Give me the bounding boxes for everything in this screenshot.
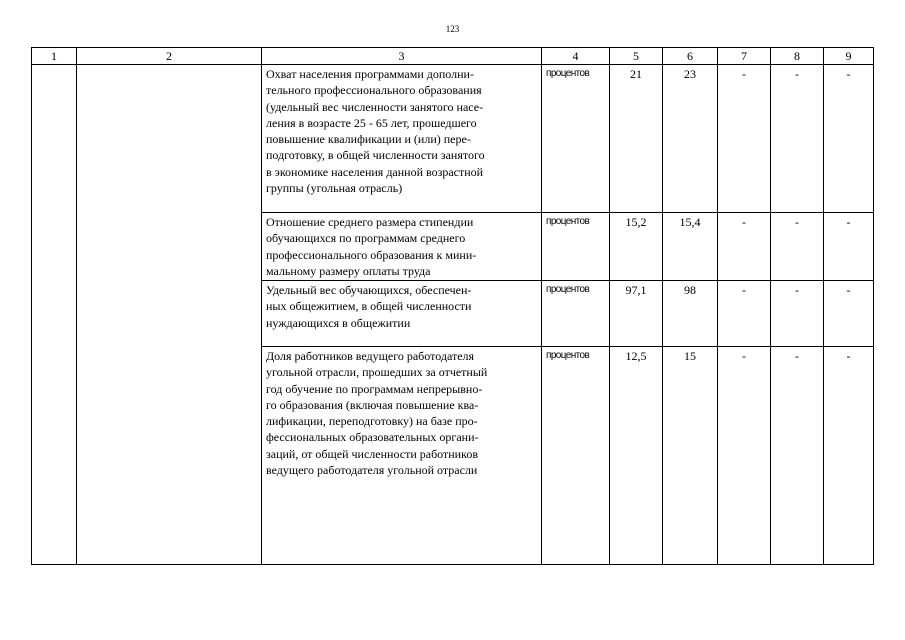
value-col-8: - — [771, 281, 824, 347]
header-col-6: 6 — [663, 48, 718, 65]
value-col-7: - — [718, 347, 771, 565]
cell-col-2 — [77, 213, 262, 281]
value-col-6: 15 — [663, 347, 718, 565]
value-col-9: - — [824, 65, 874, 213]
table-row — [32, 65, 874, 213]
value-col-9: - — [824, 281, 874, 347]
cell-col-1 — [32, 213, 77, 281]
indicator-line: в экономике населения данной возрастной — [266, 164, 484, 179]
unit-cell: процентов — [542, 347, 610, 565]
cell-col-2 — [77, 65, 262, 213]
indicator-line: го образования (включая повышение ква- — [266, 397, 479, 412]
cell-col-1 — [32, 347, 77, 565]
cell-col-1 — [32, 281, 77, 347]
indicator-line: лификации, переподготовку) на базе про- — [266, 414, 478, 429]
indicator-line: ных общежитием, в общей численности — [266, 299, 472, 314]
unit-cell: процентов — [542, 213, 610, 281]
value-col-6: 98 — [663, 281, 718, 347]
indicator-line: (удельный вес численности занятого насе- — [266, 99, 484, 114]
header-col-9: 9 — [824, 48, 874, 65]
value-col-8: - — [771, 347, 824, 565]
table-row — [32, 213, 874, 281]
indicator-line: угольной отрасли, прошедших за отчетный — [266, 365, 488, 380]
cell-col-2 — [77, 347, 262, 565]
cell-col-2 — [77, 281, 262, 347]
value-col-7: - — [718, 65, 771, 213]
indicator-line: нуждающихся в общежитии — [266, 315, 411, 330]
indicator-line: профессионального образования к мини- — [266, 247, 477, 262]
header-col-5: 5 — [610, 48, 663, 65]
header-col-7: 7 — [718, 48, 771, 65]
value-col-9: - — [824, 347, 874, 565]
cell-col-1 — [32, 65, 77, 213]
indicator-cell — [262, 281, 542, 347]
value-col-5: 15,2 — [610, 213, 663, 281]
indicator-line: год обучение по программам непрерывно- — [266, 381, 483, 396]
indicator-line: группы (угольная отрасль) — [266, 181, 403, 196]
header-col-8: 8 — [771, 48, 824, 65]
indicator-line: Отношение среднего размера стипендии — [266, 215, 474, 229]
value-col-7: - — [718, 213, 771, 281]
unit-cell: процентов — [542, 65, 610, 213]
indicator-line: ведущего работодателя угольной отрасли — [266, 463, 478, 478]
indicator-cell — [262, 347, 542, 565]
indicator-line: тельного профессионального образования — [266, 83, 482, 98]
indicator-line: мальному размеру оплаты труда — [266, 263, 431, 278]
indicator-line: фессиональных образовательных органи- — [266, 430, 479, 445]
table-row — [32, 347, 874, 565]
header-col-2: 2 — [77, 48, 262, 65]
indicator-line: подготовку, в общей численности занятого — [266, 148, 485, 163]
indicator-cell — [262, 65, 542, 213]
value-col-5: 12,5 — [610, 347, 663, 565]
value-col-5: 21 — [610, 65, 663, 213]
indicator-cell — [262, 213, 542, 281]
value-col-6: 23 — [663, 65, 718, 213]
indicator-line: Доля работников ведущего работодателя — [266, 349, 475, 363]
indicator-line: повышение квалификации и (или) пере- — [266, 132, 471, 147]
page-number: 123 — [445, 24, 460, 34]
unit-cell: процентов — [542, 281, 610, 347]
indicator-line: Удельный вес обучающихся, обеспечен- — [266, 283, 472, 297]
indicators-table — [31, 47, 874, 565]
indicator-line: ления в возрасте 25 - 65 лет, прошедшего — [266, 115, 477, 130]
value-col-9: - — [824, 213, 874, 281]
value-col-6: 15,4 — [663, 213, 718, 281]
header-col-3: 3 — [262, 48, 542, 65]
header-col-4: 4 — [542, 48, 610, 65]
header-col-1: 1 — [32, 48, 77, 65]
value-col-8: - — [771, 65, 824, 213]
indicator-line: обучающихся по программам среднего — [266, 231, 466, 246]
value-col-7: - — [718, 281, 771, 347]
indicator-line: заций, от общей численности работников — [266, 446, 478, 461]
header-row — [32, 48, 874, 65]
value-col-5: 97,1 — [610, 281, 663, 347]
table-row — [32, 281, 874, 347]
value-col-8: - — [771, 213, 824, 281]
indicator-line: Охват населения программами дополни- — [266, 67, 474, 81]
